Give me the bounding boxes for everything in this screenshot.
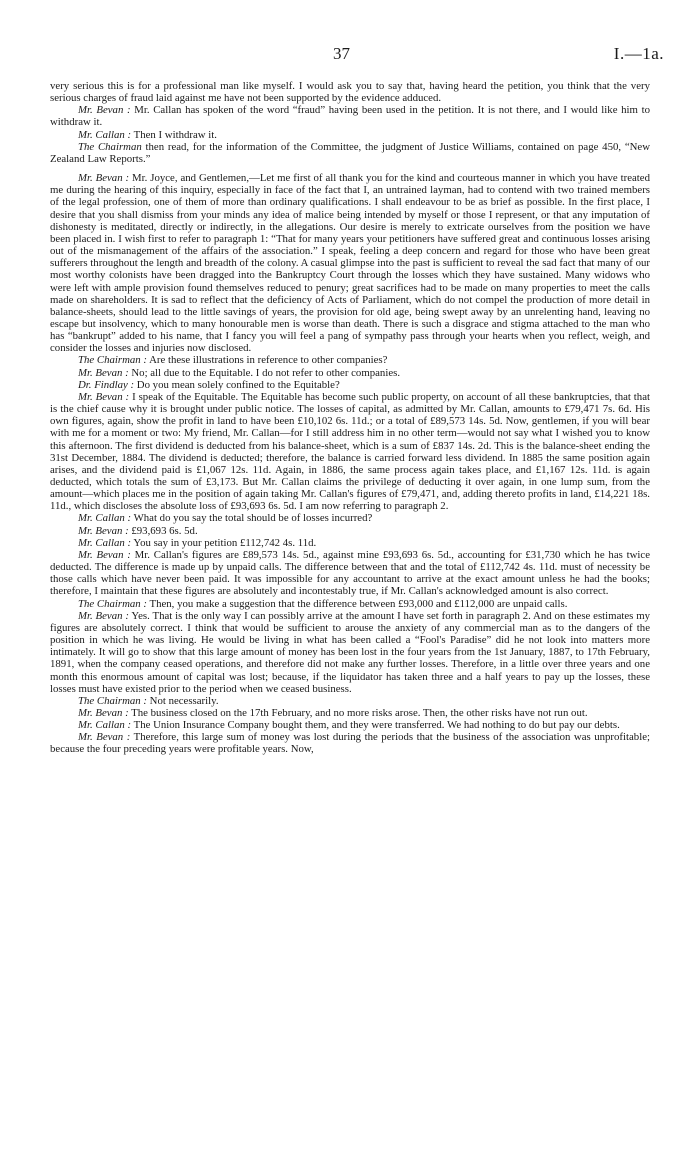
speaker: Mr. Bevan : [78, 731, 131, 744]
speaker: Mr. Bevan : [78, 172, 130, 185]
paragraph [50, 379, 650, 391]
paragraph-text: Are these illustrations in reference to other companies? [146, 354, 388, 367]
speaker: Mr. Bevan : [78, 524, 129, 537]
paragraph [50, 598, 650, 610]
paragraph [50, 129, 650, 141]
paragraph [50, 525, 650, 537]
document-body [50, 80, 650, 756]
paragraph-text: Mr. Callan has spoken of the word “fraud” having been used in the petition. It is not there, and I would like him to withdraw it. [50, 104, 651, 129]
paragraph [50, 104, 650, 128]
paragraph-text: No; all due to the Equitable. I do not refer to other companies. [128, 366, 401, 379]
paragraph-text: £93,693 6s. 5d. [128, 524, 198, 537]
speaker: Mr. Bevan : [78, 366, 129, 379]
paragraph [50, 172, 650, 354]
paragraph-text: Then I withdraw it. [131, 128, 217, 141]
paragraph [50, 512, 650, 524]
speaker: Mr. Bevan : [78, 390, 130, 403]
speaker: The Chairman [78, 140, 142, 153]
paragraph-text: I speak of the Equitable. The Equitable has become such public property, on account of all these bankruptcies, that that is the chief cause why it is brought under public notice. The losses of capital, as admitted by Mr. Callan, amounts to £79,471 7s. 6d. His own figures, again, show the profit in land to have been £10,102 6s. 11d.; or a total of £89,573 14s. 5d. Now, gentlemen, if you will bear with me for a moment or two: My friend, Mr. Callan—for I still address him in no other term—would not say what I wished you to know this afternoon. The first dividend is deducted from his balance-sheet, which is a sum of £837 14s. 2d. This is the balance-sheet ending the 31st December, 1884. The dividend is deducted; therefore, the balance is carried forward less dividend. In 1885 the same position again arises, and the dividend paid is £1,067 12s. 11d. Again, in 1886, the same process again takes place, and £1,167 12s. 11d. is again deducted, which totals the sum of £3,173. But Mr. Callan claims the privilege of deducting it over again, in one lump sum, from the amount—which places me in the position of again taking Mr. Callan's figures of £79,471, and, adding thereto profits in land, £14,221 18s. 11d., which discloses the absolute loss of £93,693 6s. 5d. I am now referring to paragraph 2. [50, 390, 650, 513]
paragraph-text: Then, you make a suggestion that the difference between £93,000 and £112,000 are unpaid calls. [146, 597, 568, 610]
speaker: Mr. Callan : [78, 512, 132, 525]
speaker: Mr. Bevan : [78, 609, 129, 622]
paragraph [50, 354, 650, 366]
speaker: Mr. Callan : [78, 719, 132, 732]
speaker: Mr. Bevan : [78, 104, 131, 117]
speaker: Mr. Callan : [78, 128, 132, 141]
speaker: The Chairman : [78, 354, 147, 367]
paragraph-text: Not necessarily. [146, 694, 219, 707]
paragraph-text: Therefore, this large sum of money was lost during the periods that the business of the association was unprofitable; because the four preceding years were profitable years. Now, [50, 731, 650, 756]
paragraph [50, 141, 650, 165]
paragraph-text: Do you mean solely confined to the Equitable? [134, 378, 340, 391]
paragraph [50, 80, 650, 104]
paragraph [50, 731, 650, 755]
paragraph-text: The Union Insurance Company bought them, and they were transferred. We had nothing to do but pay our debts. [131, 719, 620, 732]
paragraph [50, 537, 650, 549]
paragraph [50, 549, 650, 598]
speaker: Mr. Bevan : [78, 706, 129, 719]
speaker: The Chairman : [78, 597, 147, 610]
paragraph-text: Mr. Callan's figures are £89,573 14s. 5d., against mine £93,693 6s. 5d., accounting for £31,730 which he has twice deducted. The difference is made up by unpaid calls. The difference between that and the total of £112,742 4s. 11d. must of necessity be those calls which have never been paid. It was impossible for any accountant to arrive at the exact amount unless he had the books; therefore, I maintain that these figures are absolutely and incontestably true, if Mr. Callan's acknowledged amount is also correct. [50, 548, 650, 598]
document-code: I.—1a. [613, 44, 664, 63]
paragraph [50, 719, 650, 731]
paragraph [50, 610, 650, 695]
speaker: Mr. Callan : [78, 536, 132, 549]
paragraph-text: You say in your petition £112,742 4s. 11d. [131, 536, 317, 549]
speaker: Dr. Findlay : [78, 378, 135, 391]
paragraph-text: Yes. That is the only way I can possibly arrive at the amount I have set forth in paragraph 2. And on these estimates my figures are absolutely correct. I think that would be sufficient to arouse the anxiety of any commercial man as to the dangers of the position in which he was living. He would be living in what has been called a “Fool's Paradise” did he not look into matters more intimately. It will go to show that this large amount of money has been lost in the four years from the 1st January, 1887, to 17th February, 1891, when the company ceased operations, and therefore did not make any further losses. Therefore, in a little over three years and one month this enormous amount of capital was lost; because, if the liquidator has taken three and a half years to pay up the losses, these losses must have existed prior to the period when we ceased business. [50, 609, 650, 695]
paragraph [50, 707, 650, 719]
paragraph [50, 367, 650, 379]
paragraph-text: Mr. Joyce, and Gentlemen,—Let me first of all thank you for the kind and courteous manner in which you have treated me during the hearing of this inquiry, especially in face of the fact that I, an untrained layman, had to contend with two trained members of the legal profession, one of them of more than ordinary qualifications. I shall endeavour to be as brief as possible. In the first place, I desire that you shall dismiss from your minds any idea of malice being intended by myself or those I represent, or that any imputation of dishonesty is meditated, directly or indirectly, in the allegations. Our desire is merely to extricate ourselves from the position we have been placed in. I wish first to refer to paragraph 1: “That for many years your petitioners have suffered great and continuous losses arising out of the mismanagement of the affairs of the association.” I speak, feeling a deep concern and regard for those who have been great sufferers throughout the length and breadth of the colony. A casual glimpse into the past is sufficient to reveal the sad fact that many of our most worthy colonists have been dragged into the Bankruptcy Court through the losses which they have sustained. Many widows who were left with ample provision found themselves reduced to penury; great sacrifices had to be made on many properties to meet the calls made on shareholders. It is sad to reflect that the deficiency of Acts of Parliament, which do not compel the production of more detail in balance-sheets, should lead to the little savings of years, the provision for old age, being swept away by an unrelenting hand, leaving no escape but insolvency, which to many honourable men is worse than death. There is such a disgrace and stigma attached to the man who has “bankrupt” added to his name, that I fancy you will feel a pang of sympathy pass through your hearts when you reflect, weigh, and consider the losses and injuries now disclosed. [50, 172, 650, 355]
paragraph-text: then read, for the information of the Committee, the judgment of Justice Williams, contained on page 450, “New Zealand Law Reports.” [50, 140, 650, 165]
speaker: Mr. Bevan : [78, 548, 131, 561]
paragraph-text: The business closed on the 17th February, and no more risks arose. Then, the other risks have not run out. [128, 706, 588, 719]
paragraph-text: very serious this is for a professional man like myself. I would ask you to say that, having heard the petition, you think that the very serious charges of fraud laid against me have not been supported by the evidence adduced. [50, 80, 650, 105]
paragraph [50, 391, 650, 513]
paragraph [50, 695, 650, 707]
paragraph-text: What do you say the total should be of losses incurred? [131, 512, 373, 525]
page-number: 37 [333, 44, 350, 63]
speaker: The Chairman : [78, 694, 147, 707]
